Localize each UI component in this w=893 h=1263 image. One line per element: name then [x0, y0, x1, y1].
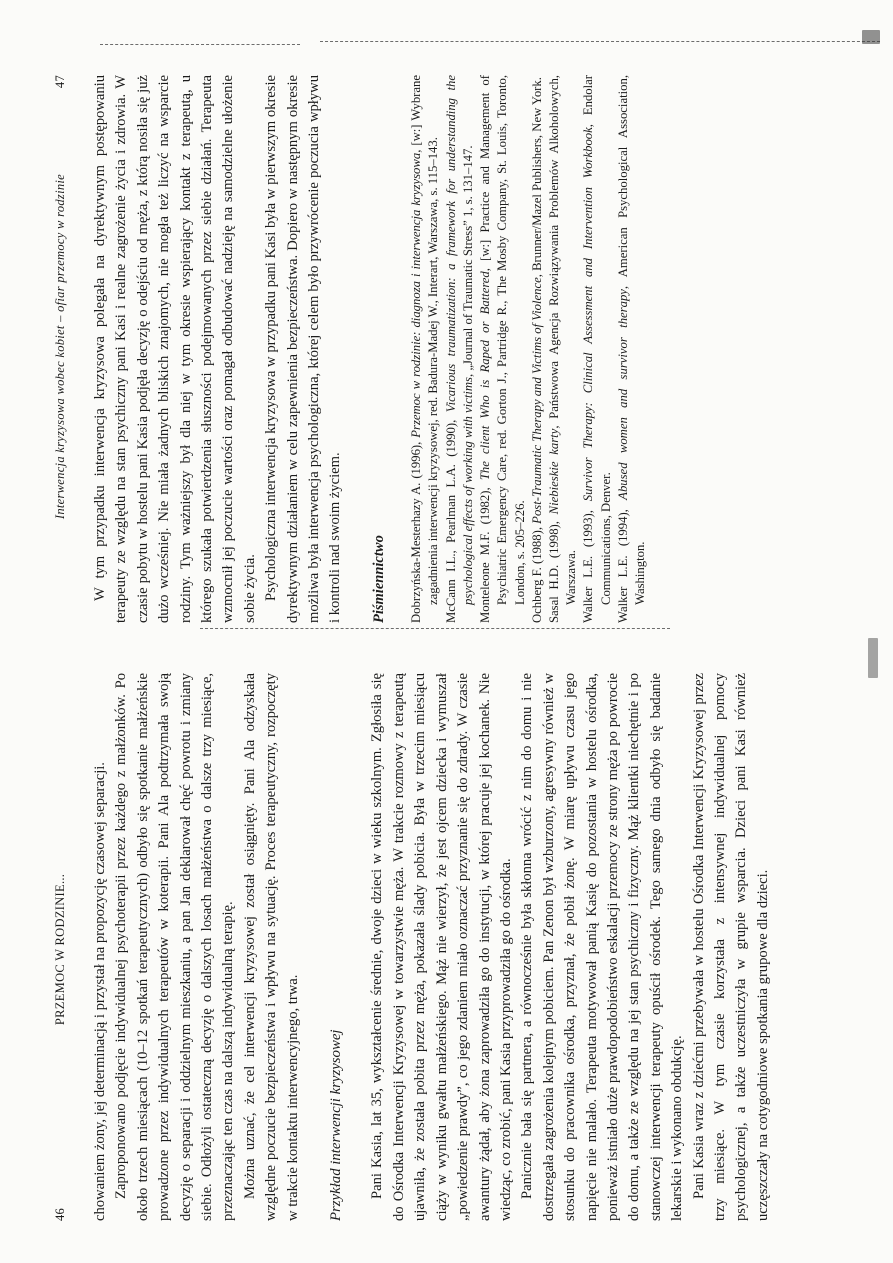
bibliography-heading: Piśmiennictwo — [370, 535, 387, 623]
paragraph: Psychologiczna interwencja kryzysowa w przypadku pani Kasi była w pierwszym okresie dyrektywnym działaniem w celu zapewnienia bezpieczeństwa. Dopiero w następnym okresie możliwa była interwencja psychologiczna, której celem było przywrócenie poczucia wpływu i kontroli nad swoim życiem. — [263, 75, 344, 623]
running-title-right: Interwencja kryzysowa wobec kobiet – ofiar przemocy w rodzinie — [53, 173, 67, 520]
page-46 — [50, 673, 850, 1221]
reference-item: McCann I.L., Pearlman L.A. (1990), Vicarious traumatization: a framework for understanding the psychological effects of working with victims, „Journal of Traumatic Stress” 1, s. 131–147. — [443, 75, 475, 623]
page-number-right: 47 — [53, 75, 67, 89]
reference-list — [408, 75, 649, 623]
page-number-left: 46 — [53, 1207, 67, 1221]
paragraph: Pani Kasia wraz z dziećmi przebywała w hostelu Ośrodka Interwencji Kryzysowej przez trzy miesiące. W tym czasie korzystała z intensywnej indywidualnej pomocy psychologicznej, a także uczestniczyła w grupie wsparcia. Dzieci pani Kasi również uczęszczały na cotygodniowe spotkania grupowe dla dzieci. — [690, 673, 771, 1221]
reference-item: Ochberg F. (1988), Post-Traumatic Therapy and Victims of Violence, Brunner/Mazel Publishers, New York. — [529, 77, 544, 623]
reference-item: Dobrzyńska-Mesterhazy A. (1996), Przemoc w rodzinie: diagnoza i interwencja kryzysowa, [w:] Wybrane zagadnienia interwencji kryzysowej, red. Badura-Madej W., Interart, Warszawa, s. 115–143. — [409, 75, 441, 623]
reference-item: Monteleone M.F. (1982), The client Who is Raped or Battered, [w:] Practice and Management of Psychiatric Emergency Care, red. Gorton J., Partridge R., The Mosby Company, St. Louis, Toronto, London, s. 205–226. — [478, 75, 527, 623]
page-47 — [50, 75, 850, 623]
reference-item: Sasal H.D. (1998), Niebieskie karty, Państwowa Agencja Rozwiązywania Problemów Alkoholowych, Warszawa. — [546, 75, 579, 623]
paragraph: Panicznie bała się partnera, a równocześnie była skłonna wrócić z nim do domu i nie dostrzegała zagrożenia kolejnym pobiciem. Pan Zenon był wzburzony, agresywny również w stosunku do pracownika ośrodka, przyznał, że pobił żonę. W miarę upływu czasu jego napięcie nie malało. Terapeuta motywował panią Kasię do pozostania w hostelu ośrodka, ponieważ istniało duże prawdopodobieństwo eskalacji przemocy ze strony męża po powrocie do domu, a także ze względu na jej stan psychiczny i fizyczny. Mąż klientki niechętnie i po stanowczej interwencji terapeuty opuścił ośrodek. Tego samego dnia odbyło się badanie lekarskie i wykonano obdukcję. — [519, 673, 686, 1221]
paragraph: Pani Kasia, lat 35, wykształcenie średnie, dwoje dzieci w wieku szkolnym. Zgłosiła się do Ośrodka Interwencji Kryzysowej w towarzystwie męża. W trakcie rozmowy z terapeutą ujawniła, że została pobita przez męża, pokazała ślady pobicia. Była w trzecim miesiącu ciąży w wyniku gwałtu małżeńskiego. Mąż nie wierzył, że jest ojcem dziecka i wymuszał „powiedzenie prawdy”, co jego zdaniem miało oznaczać przyznanie się do zdrady. W czasie awantury żądał, aby żona zaprowadziła go do instytucji, w której pracuje jej kochanek. Nie wiedząc, co zrobić, pani Kasia przyprowadziła go do ośrodka. — [369, 673, 514, 1221]
section-heading: Przykład interwencji kryzysowej — [328, 1029, 345, 1221]
running-head-left — [50, 673, 68, 1221]
reference-item: Walker L.E. (1993), Survivor Therapy: Clinical Assessment and Intervention Workbook, Endolar Communications, Denver. — [581, 75, 613, 623]
paragraph: W tym przypadku interwencja kryzysowa polegała na dyrektywnym postępowaniu terapeuty ze względu na stan psychiczny pani Kasi i realne zagrożenie życia i zdrowia. W czasie pobytu w hostelu pani Kasia podjęła decyzję o odejściu od męża, z którą nosiła się już dużo wcześniej. Nie miała żadnych bliskich znajomych, nie mogła też liczyć na wsparcie rodziny. Tym ważniejszy był dla niej w tym okresie wspierający kontakt z terapeutą, u którego szukała potwierdzenia słuszności podejmowanych przez siebie działań. Terapeuta wzmocnił jej poczucie wartości oraz pomagał odbudować nadzieję na samodzielne ułożenie sobie życia. — [92, 75, 258, 623]
reference-item: Walker L.E. (1994), Abused women and survivor therapy, American Psychological Association, Washington. — [615, 75, 647, 623]
paragraph: Można uznać, że cel interwencji kryzysowej został osiągnięty. Pani Ala odzyskała względne poczucie bezpieczeństwa i wpływu na sytuację. Proces terapeutyczny, rozpoczęty w trakcie kontaktu interwencyjnego, trwa. — [241, 673, 301, 1221]
running-title-left: PRZEMOC W RODZINIE... — [53, 873, 67, 1026]
running-head-right — [50, 75, 68, 623]
paragraph-continuation: chowaniem żony, jej determinacją i przystał na propozycję czasowej separacji. — [92, 762, 108, 1221]
paragraph: Zaproponowano podjęcie indywidualnej psychoterapii przez każdego z małżonków. Po około trzech miesiącach (10–12 spotkań terapeutycznych) odbyło się spotkanie małżeńskie prowadzone przez indywidualnych terapeutów w koterapii. Pani Ala podtrzymała swoją decyzję o separacji i oddzielnym mieszkaniu, a pan Jan deklarował chęć powrotu i zmiany siebie. Odłożyli ostateczną decyzję o dalszych losach małżeństwa o dalsze trzy miesiące, przeznaczając ten czas na dalszą indywidualną terapię. — [113, 673, 237, 1221]
